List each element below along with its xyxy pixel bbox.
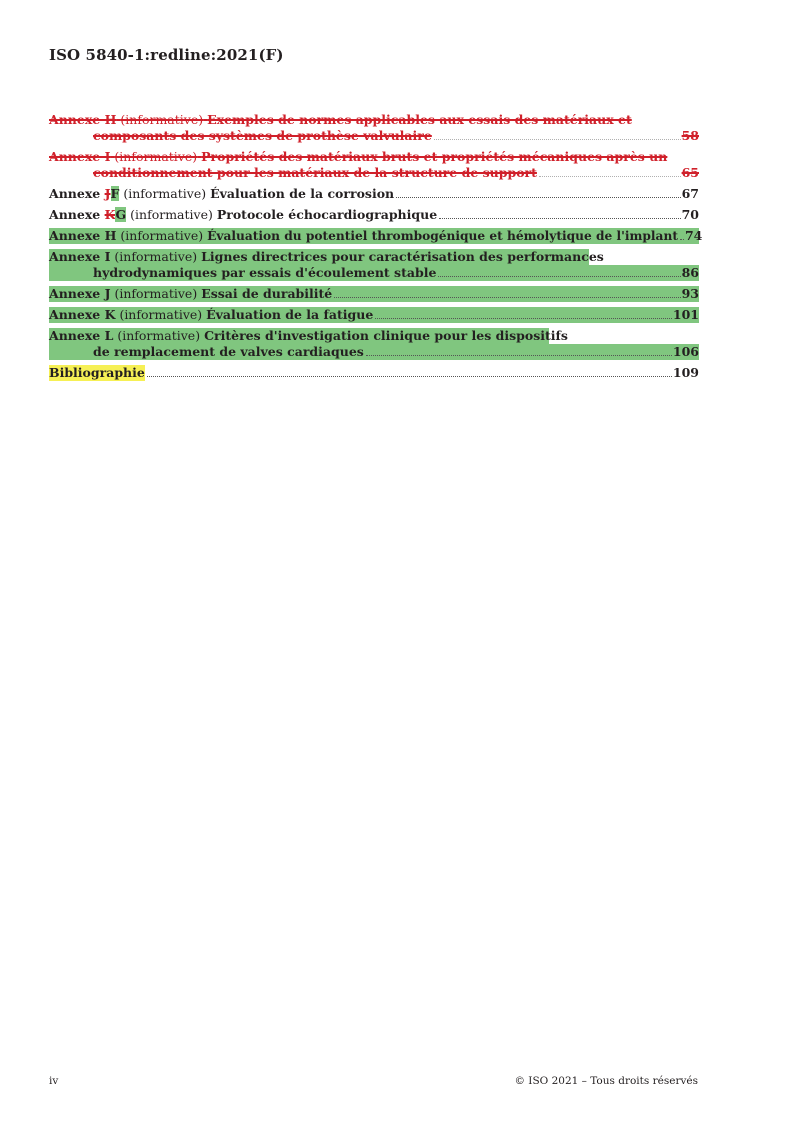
footer-page-number: iv [49,1075,59,1087]
page-number: 58 [681,128,699,143]
page-number: 106 [672,344,699,359]
annex-label: Annexe I [49,249,111,264]
annex-label: Annexe H [49,112,117,127]
page-number: 101 [672,307,699,322]
annex-label: Annexe H [49,228,117,243]
annex-title: Exemples de normes applicables aux essais des matériaux et [207,112,632,127]
annex-title: Évaluation du potentiel thrombogénique et hémolytique de l'implant [207,229,678,243]
toc-entry-annex-l[interactable] [49,328,699,360]
deleted-letter: J [104,186,111,201]
bibliography-label: Bibliographie [49,365,145,380]
annex-label-prefix: Annexe [49,207,105,222]
annex-kind: (informative) [114,286,198,301]
page-number: 86 [681,265,699,280]
document-header: ISO 5840-1:redline:2021(F) [49,46,284,64]
annex-kind: (informative) [114,249,198,264]
annex-label: Annexe L [49,328,114,343]
annex-kind: (informative) [120,228,204,243]
leader-dots [147,376,672,377]
page-number: 65 [681,165,699,180]
annex-label: Annexe J [49,286,111,301]
annex-title-continued: composants des systèmes de prothèse valvulaire [93,128,432,143]
page-number: 67 [681,186,699,201]
leader-dots [434,139,681,140]
toc-entry-annex-k[interactable] [49,307,699,323]
page-number: 93 [681,286,699,301]
page-number: 109 [672,365,699,380]
toc-entry-annex-g[interactable] [49,207,699,223]
page-number: 70 [681,207,699,222]
toc-entry-annex-h[interactable] [49,228,703,244]
annex-label: Annexe K [49,307,116,322]
toc-entry-annex-i[interactable] [49,249,699,281]
leader-dots [439,218,680,219]
leader-dots [366,355,672,356]
toc-entry-annex-h-deleted[interactable] [49,112,699,144]
leader-dots [396,197,680,198]
page-number: 74 [684,228,703,243]
annex-label: Annexe I [49,149,111,164]
annex-title: Essai de durabilité [201,286,333,301]
annex-title-continued: de remplacement de valves cardiaques [93,344,364,359]
footer-copyright: © ISO 2021 – Tous droits réservés [514,1075,698,1087]
annex-kind: (informative) [117,328,201,343]
annex-kind: (informative) [114,149,198,164]
leader-dots [680,239,684,240]
annex-title-continued: hydrodynamiques par essais d'écoulement stable [93,265,437,280]
table-of-contents [49,112,703,386]
annex-title: Critères d'investigation clinique pour les dispositifs [204,328,568,343]
toc-entry-annex-i-deleted[interactable] [49,149,699,181]
annex-title: Protocole échocardiographique [216,207,438,222]
annex-title: Évaluation de la corrosion [210,186,395,201]
leader-dots [539,176,681,177]
toc-entry-annex-f[interactable] [49,186,699,202]
toc-entry-annex-j[interactable] [49,286,699,302]
inserted-letter: F [110,186,120,201]
toc-entry-bibliography[interactable] [49,365,699,381]
annex-label-prefix: Annexe [49,186,105,201]
annex-title: Propriétés des matériaux bruts et propriétés mécaniques après un [201,149,668,164]
annex-kind: (informative) [119,307,203,322]
leader-dots [375,318,672,319]
annex-kind: (informative) [123,186,207,201]
deleted-letter: K [104,207,116,222]
annex-title: Évaluation de la fatigue [206,307,374,322]
leader-dots [334,297,680,298]
annex-kind: (informative) [120,112,204,127]
annex-title: Lignes directrices pour caractérisation des performances [201,249,604,264]
inserted-letter: G [115,207,127,222]
leader-dots [438,276,680,277]
annex-title-continued: conditionnement pour les matériaux de la structure de support [93,165,537,180]
annex-kind: (informative) [130,207,213,222]
